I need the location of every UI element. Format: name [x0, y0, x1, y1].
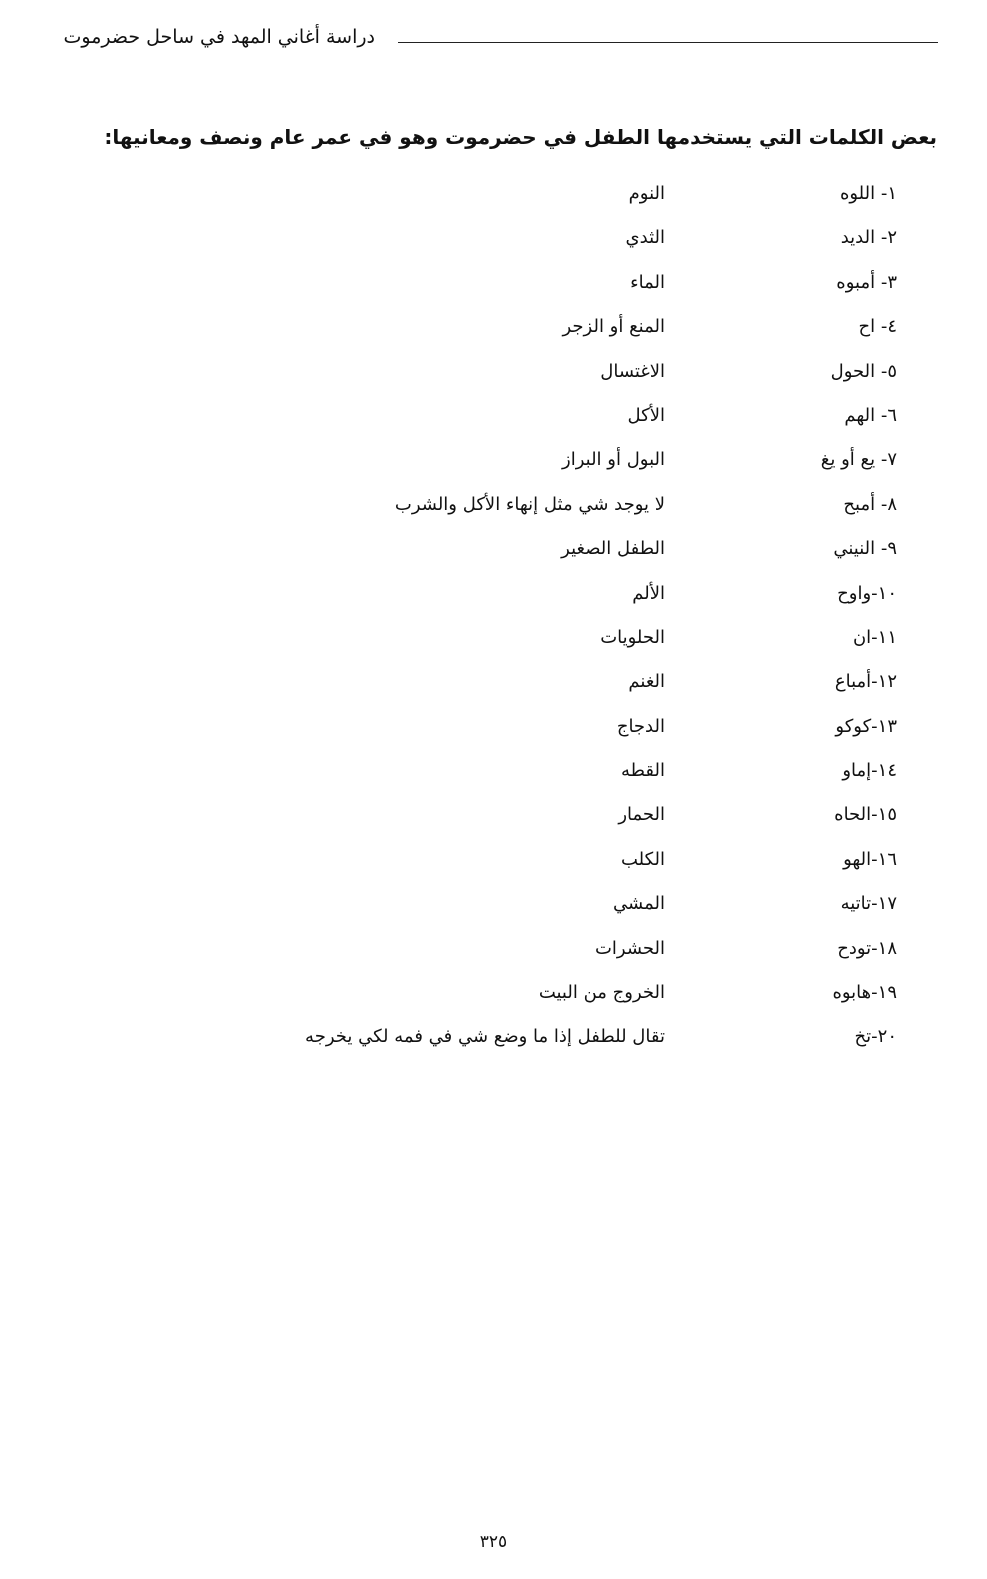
glossary-entry: [97, 1017, 897, 1061]
glossary-entry: [97, 795, 897, 839]
entry-term: ١٦-الهو: [843, 848, 897, 870]
glossary-list: [97, 174, 897, 1062]
entry-meaning: الثدي: [625, 227, 665, 249]
header-rule: [398, 42, 938, 43]
glossary-entry: [97, 884, 897, 928]
glossary-entry: [97, 574, 897, 618]
entry-meaning: الكلب: [620, 848, 665, 870]
entry-term: ٩- النيني: [833, 538, 897, 560]
glossary-entry: [97, 440, 897, 484]
glossary-entry: [97, 352, 897, 396]
entry-term: ٢- الديد: [840, 227, 897, 249]
glossary-entry: [97, 929, 897, 973]
entry-term: ٧- يع أو يغ: [820, 449, 897, 471]
entry-term: ١٢-أمباع: [834, 671, 897, 693]
section-heading: بعض الكلمات التي يستخدمها الطفل في حضرموت وهو في عمر عام ونصف ومعانيها:: [104, 125, 937, 149]
glossary-entry: [97, 263, 897, 307]
glossary-entry: [97, 307, 897, 351]
entry-meaning: الماء: [630, 271, 665, 293]
entry-term: ١- اللوه: [839, 183, 897, 204]
glossary-entry: [97, 618, 897, 662]
entry-term: ١٩-هابوه: [832, 982, 897, 1004]
glossary-entry: [97, 396, 897, 440]
entry-term: ٤- اح: [858, 316, 897, 338]
entry-meaning: الأكل: [627, 404, 665, 426]
page-number: ٣٢٥: [479, 1532, 508, 1552]
entry-term: ٨- أمبح: [843, 493, 897, 515]
entry-term: ١٥-الحاه: [834, 804, 897, 826]
entry-meaning: المشي: [613, 893, 665, 915]
running-header: دراسة أغاني المهد في ساحل حضرموت: [63, 26, 375, 48]
entry-meaning: الطفل الصغير: [561, 538, 665, 560]
entry-term: ٢٠-تخ: [854, 1026, 897, 1048]
glossary-entry: [97, 973, 897, 1017]
entry-meaning: الاغتسال: [600, 360, 665, 382]
entry-term: ٥- الحول: [830, 360, 897, 382]
entry-meaning: المنع أو الزجر: [562, 316, 665, 338]
entry-meaning: القطه: [620, 760, 665, 782]
glossary-entry: [97, 174, 897, 218]
glossary-entry: [97, 529, 897, 573]
entry-term: ١٣-كوكو: [835, 715, 897, 737]
entry-term: ٣- أمبوه: [836, 271, 897, 293]
entry-meaning: تقال للطفل إذا ما وضع شي في فمه لكي يخرجه: [305, 1026, 665, 1048]
entry-term: ١١-ان: [852, 626, 897, 648]
entry-meaning: البول أو البراز: [562, 449, 665, 471]
glossary-entry: [97, 662, 897, 706]
entry-term: ١٨-تودح: [837, 937, 897, 959]
entry-meaning: الدجاج: [616, 715, 665, 737]
entry-meaning: الحمار: [618, 804, 665, 826]
entry-meaning: النوم: [628, 183, 665, 204]
entry-meaning: الحلويات: [600, 626, 665, 648]
glossary-entry: [97, 840, 897, 884]
glossary-entry: [97, 707, 897, 751]
glossary-entry: [97, 751, 897, 795]
entry-term: ١٧-تاتيه: [840, 893, 897, 915]
glossary-entry: [97, 485, 897, 529]
entry-term: ١٠-واوح: [837, 582, 897, 604]
entry-meaning: الخروج من البيت: [538, 982, 665, 1004]
entry-meaning: لا يوجد شي مثل إنهاء الأكل والشرب: [394, 493, 665, 515]
entry-meaning: الحشرات: [594, 937, 665, 959]
entry-meaning: الألم: [632, 582, 665, 604]
entry-term: ٦- الهم: [844, 404, 897, 426]
entry-term: ١٤-إماو: [842, 760, 897, 782]
entry-meaning: الغنم: [628, 671, 665, 693]
glossary-entry: [97, 218, 897, 262]
